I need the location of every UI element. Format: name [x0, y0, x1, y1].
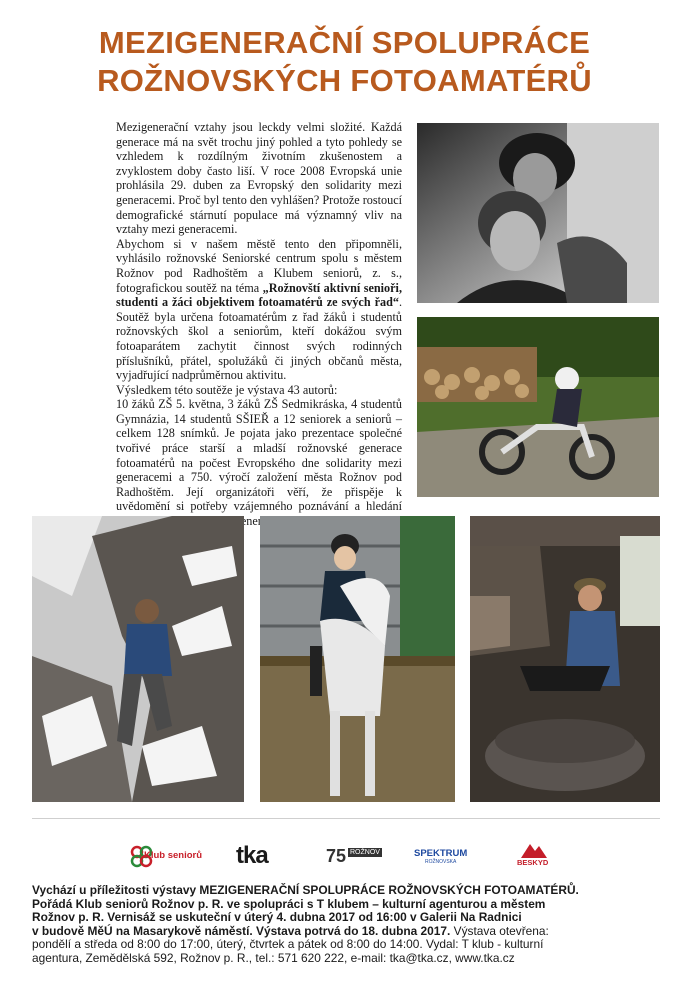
roznov-750-logo: [326, 846, 378, 870]
roznov-750-label: ROŽNOV: [350, 849, 380, 856]
poster-title: [0, 24, 689, 100]
article-body: [116, 120, 402, 529]
paragraph-authors: 10 žáků ZŠ 5. května, 3 žáků ZŠ Sedmikráska, 4 studentů Gymnázia, 14 studentů SŠIEŘ a 12 seniorek a seniorů – celkem 128 snímků. Je pojata jako prezentace společné tvořivé práce starší a mladší rožnovské generace fotoamatérů na počest Evropského dne solidarity mezi generacemi a 750. výročí založení města Rožnov pod Radhoštěm. Její organizátoři věří, že přispěje k uvědomění si potřeby vzájemného poznávání a hledání generací: [116, 397, 402, 529]
title-line-2: ROŽNOVSKÝCH FOTOAMATÉRŮ: [97, 63, 592, 98]
footer-line-4-bold: v budově MěÚ na Masarykově náměstí. Výstava potrvá do 18. dubna 2017.: [32, 923, 451, 938]
tka-logo: tka: [236, 842, 268, 869]
title-line-1: MEZIGENERAČNÍ SPOLUPRÁCE: [98, 25, 591, 60]
beskyd-logo: [515, 842, 555, 872]
footer-line-4-rest: Výstava otevřena:: [450, 923, 549, 938]
paragraph-intro: Mezigenerační vztahy jsou leckdy velmi složité. Každá generace má na svět trochu jiný pohled a tyto pohledy se vzhledem k rozdílným životním zkušenostem a zvyklostem doby často liší. V roce 2008 Evropská unie prohlásila 29. duben za Evropský den solidarity mezi generacemi. Proč byl tento den vyhlášen? Protože rostoucí demografické stárnutí populace má významný vliv na vztahy mezi generacemi.: [116, 120, 402, 237]
contest-text-start: Abychom si v našem městě tento den připomněli, vyhlásilo rožnovské Seniorské centrum spolu s městem Rožnov pod Radhoštěm a Klubem seniorů, z. s., fotografickou soutěž na téma: [116, 236, 402, 295]
photo-horse-riding: [260, 516, 455, 802]
footer-line-3: Rožnov p. R. Vernisáž se uskuteční v úterý 4. dubna 2017 od 16:00 v Galerii Na Radnici: [32, 910, 522, 925]
photo-blacksmith: [470, 516, 660, 802]
contest-theme: „Rožnovští aktivní senioři, studenti a žáci objektivem fotoamatérů ze svých řad“: [116, 280, 402, 310]
klub-senioru-label: Klub seniorů: [144, 850, 203, 861]
footer-info: [32, 884, 662, 966]
photo-motorcycle: [417, 317, 659, 497]
footer-divider: [32, 818, 660, 819]
beskyd-label: BESKYD: [517, 858, 549, 867]
contest-text-end: . Soutěž byla určena fotoamatérům z řad žáků i studentů rožnovských škol a seniorům, kteří dokážou svým fotoaparátem zachytit činnost svých rodinných příslušníků, přátel, spolužáků či jiných občanů města, vyjadřující nadprůměrnou aktivitu.: [116, 295, 402, 383]
footer-line-5: pondělí a středa od 8:00 do 17:00, úterý, čtvrtek a pátek od 8:00 do 14:00. Vydal: T klub - kulturní: [32, 937, 544, 952]
footer-line-6: agentura, Zemědělská 592, Rožnov p. R., tel.: 571 620 222, e-mail: tka@tka.cz, www.tka.cz: [32, 950, 515, 965]
spektrum-logo: [414, 848, 467, 865]
footer-line-4: [32, 925, 662, 939]
spektrum-label: SPEKTRUM: [414, 848, 468, 859]
paragraph-result: Výsledkem této soutěže je výstava 43 autorů:: [116, 382, 338, 397]
partner-logos: [130, 842, 570, 874]
photo-youth-bw: [417, 123, 659, 303]
klub-senioru-logo: [130, 844, 210, 874]
photo-mountain-climber: [32, 516, 244, 802]
paragraph-contest: [116, 237, 402, 383]
mountain-icon: [521, 842, 547, 858]
roznov-750-number: 75: [326, 846, 347, 866]
spektrum-sublabel: ROŽNOVSKA: [424, 859, 457, 865]
footer-line-1: Vychází u příležitosti výstavy MEZIGENERAČNÍ SPOLUPRÁCE ROŽNOVSKÝCH FOTOAMATÉRŮ.: [32, 883, 579, 897]
footer-line-2: Pořádá Klub seniorů Rožnov p. R. ve spolupráci s T klubem – kulturní agenturou a městem: [32, 896, 546, 911]
